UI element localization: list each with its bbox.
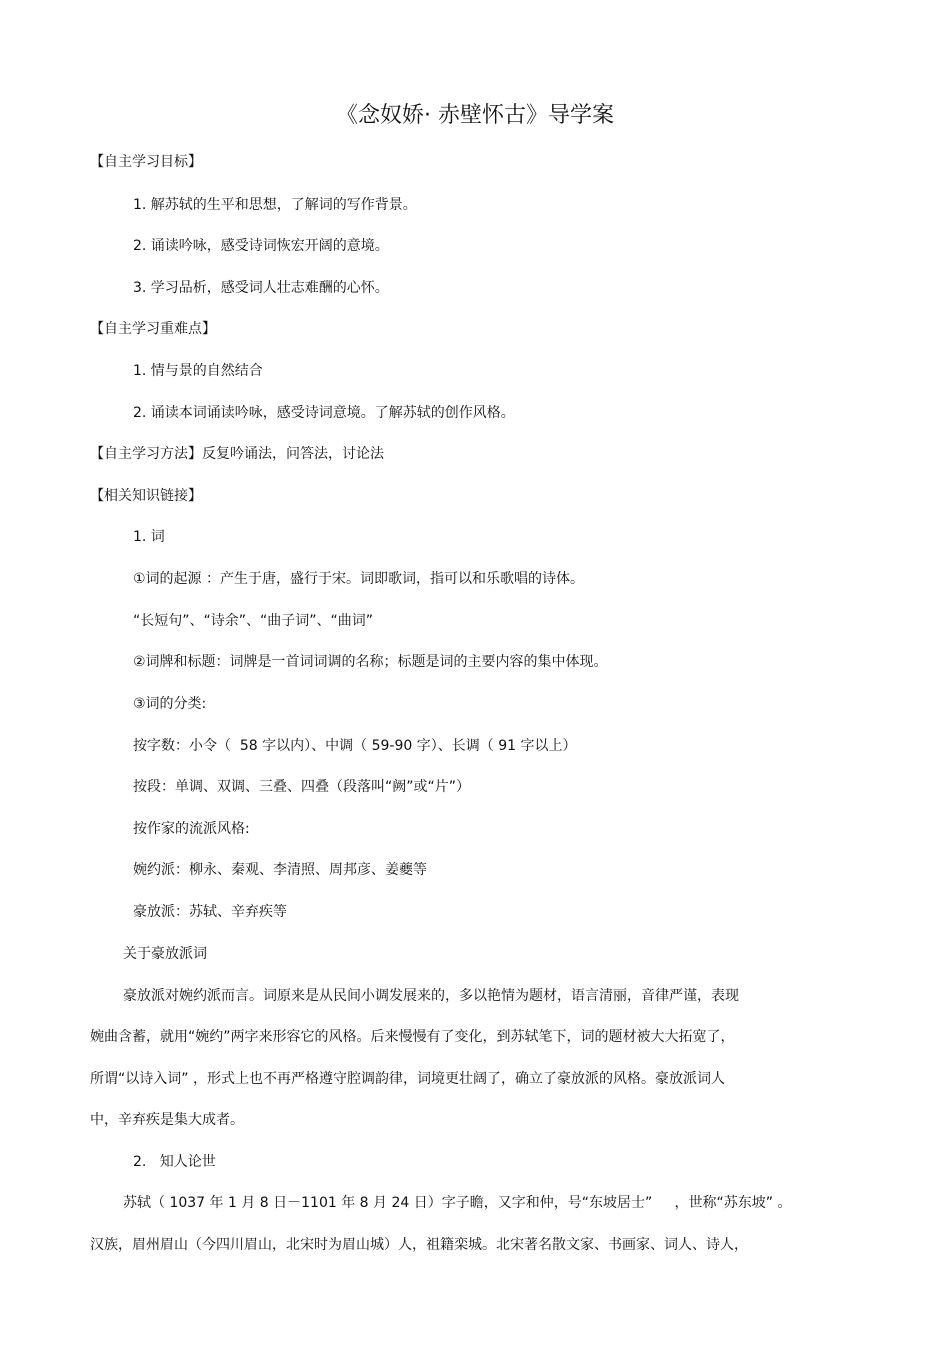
page-title: 《念奴娇· 赤壁怀古》导学案 (336, 103, 614, 128)
haofang-paragraph-line: 豪放派对婉约派而言。词原来是从民间小调发展来的，多以艳情为题材，语言清丽，音律严谨，表现 (123, 988, 739, 1004)
ci-line: ①词的起源 ：产生于唐，盛行于宋。词即歌词，指可以和乐歌唱的诗体。 (133, 571, 584, 587)
goal-item: 1. 解苏轼的生平和思想，了解词的写作背景。 (133, 197, 417, 213)
key-points-header: 【自主学习重难点】 (90, 321, 216, 337)
ci-line: “长短句”、“诗余”、“曲子词”、“曲词” (133, 613, 374, 629)
sushi-paragraph-line: 苏轼（ 1037 年 1 月 8 日－1101 年 8 月 24 日）字子瞻，又字和仲，号“东坡居士” ，世称“苏东坡” 。 (123, 1195, 792, 1211)
haofang-paragraph-line: 婉曲含蓄，就用“婉约”两字来形容它的风格。后来慢慢有了变化，到苏轼笔下，词的题材被大大拓宽了， (90, 1029, 735, 1045)
haofang-paragraph-line: 所谓“以诗入词” ，形式上也不再严格遵守腔调韵律，词境更壮阔了，确立了豪放派的风格。豪放派词人 (90, 1071, 725, 1087)
goal-item: 2. 诵读吟咏，感受诗词恢宏开阔的意境。 (133, 238, 389, 254)
key-point-item: 1. 情与景的自然结合 (133, 363, 263, 379)
ci-line: 按字数：小令（ 58 字以内）、中调（ 59-90 字）、长调（ 91 字以上） (133, 738, 577, 754)
links-header: 【相关知识链接】 (90, 488, 202, 504)
method-line: 【自主学习方法】反复吟诵法，问答法，讨论法 (90, 446, 384, 462)
sushi-paragraph-line: 汉族，眉州眉山（今四川眉山，北宋时为眉山城）人，祖籍栾城。北宋著名散文家、书画家、词人、诗人， (90, 1237, 748, 1253)
ci-line: 豪放派：苏轼、辛弃疾等 (133, 904, 287, 920)
ci-line: 按作家的流派风格: (133, 821, 250, 837)
ci-line: ②词牌和标题：词牌是一首词词调的名称；标题是词的主要内容的集中体现。 (133, 654, 608, 670)
ci-line: 婉约派：柳永、秦观、李清照、周邦彦、姜夔等 (133, 862, 427, 878)
goals-header: 【自主学习目标】 (90, 154, 202, 170)
ci-line: ③词的分类: (133, 696, 207, 712)
haofang-paragraph-line: 中，辛弃疾是集大成者。 (90, 1112, 244, 1128)
goal-item: 3. 学习品析，感受词人壮志难酬的心怀。 (133, 280, 389, 296)
ci-line: 按段：单调、双调、三叠、四叠（段落叫“阙”或“片”） (133, 779, 471, 795)
ci-heading: 1. 词 (133, 529, 165, 545)
key-point-item: 2. 诵读本词诵读吟咏，感受诗词意境。了解苏轼的创作风格。 (133, 405, 515, 421)
zhiren-heading: 2. 知人论世 (133, 1154, 216, 1170)
haofang-heading: 关于豪放派词 (123, 946, 207, 962)
